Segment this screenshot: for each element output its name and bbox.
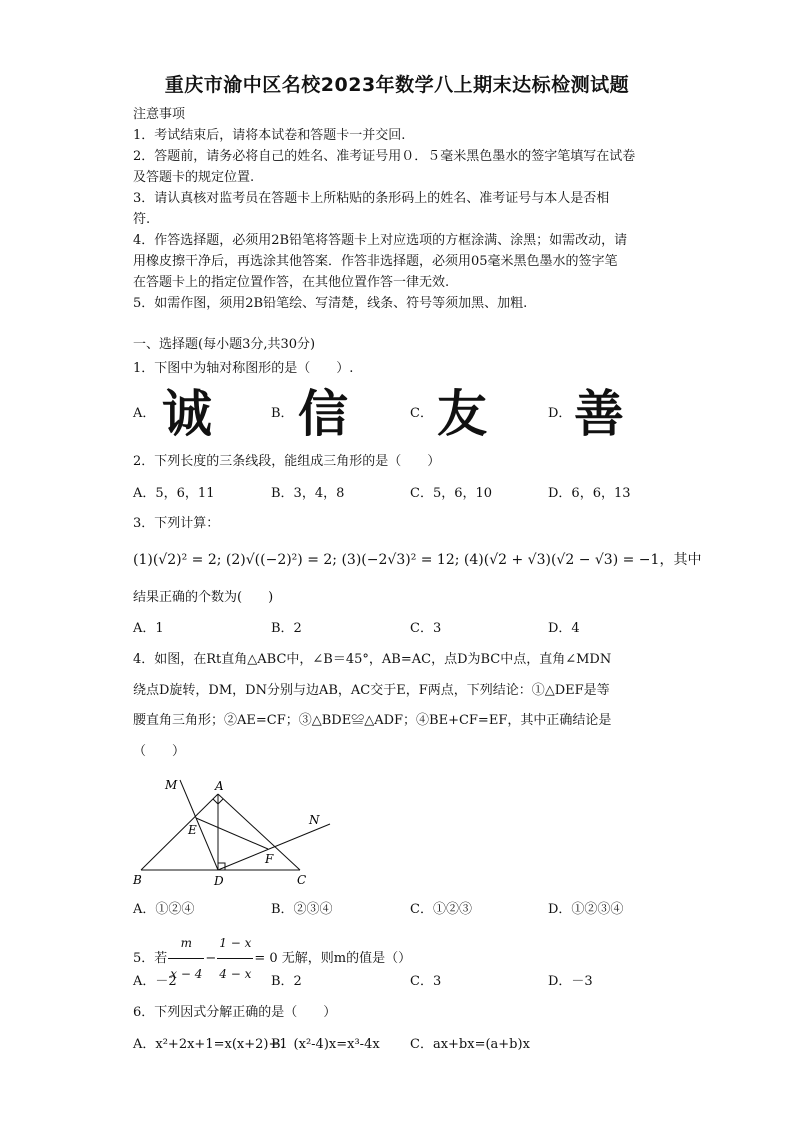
- q4-label-a: A: [215, 779, 224, 793]
- exam-title: 重庆市渝中区名校2023年数学八上期末达标检测试题: [164, 74, 630, 96]
- notes-heading: 注意事项: [133, 107, 186, 122]
- q6-option-c: C．ax+bx=(a+b)x: [410, 1037, 530, 1052]
- q4-triangle-figure: [125, 772, 340, 890]
- q1-char-a: 诚: [162, 385, 212, 443]
- q4-option-a: A．①②④: [133, 902, 195, 917]
- q3-option-d: D．4: [548, 621, 580, 636]
- q4-label-b: B: [133, 873, 142, 887]
- q3-formula-part-1: (1)(√2)² = 2;: [133, 552, 222, 568]
- q5-fraction-1-denominator: x − 4: [170, 967, 203, 981]
- q1-char-d: 善: [574, 385, 624, 443]
- q2-stem: 2．下列长度的三条线段，能组成三角形的是（ ）: [133, 454, 441, 469]
- q3-formula-part-4: (4)(√2 + √3)(√2 − √3) = −1: [463, 552, 660, 568]
- q2-option-b: B．3，4，8: [271, 486, 345, 501]
- q5-fraction-2-denominator: 4 − x: [219, 967, 252, 981]
- q4-side-ab: [141, 794, 218, 870]
- q4-label-e: E: [188, 823, 197, 837]
- note-line-7: 用橡皮擦干净后，再选涂其他答案．作答非选择题，必须用05毫米黑色墨水的签字笔: [133, 254, 618, 269]
- section-heading: 一、选择题(每小题3分,共30分): [133, 337, 316, 352]
- q1-char-b: 信: [298, 385, 348, 443]
- q3-formula-part-3: (3)(−2√3)² = 12;: [341, 552, 460, 568]
- q2-option-a: A．5，6，11: [133, 486, 215, 501]
- q5-prefix: 5．若: [133, 951, 168, 966]
- q4-option-c: C．①②③: [410, 902, 472, 917]
- q1-label-d: D．: [548, 406, 572, 421]
- q3-option-c: C．3: [410, 621, 442, 636]
- q4-line-1: 4．如图，在Rt直角△ABC中，∠B＝45°，AB=AC，点D为BC中点，直角∠MDN: [133, 652, 612, 667]
- q5-minus: −: [205, 951, 217, 966]
- note-line-8: 在答题卡上的指定位置作答，在其他位置作答一律无效.: [133, 275, 450, 290]
- q3-formula: [133, 552, 701, 568]
- note-line-3: 及答题卡的规定位置.: [133, 170, 255, 185]
- q1-label-c: C．: [410, 406, 433, 421]
- q4-label-f: F: [265, 852, 274, 866]
- q5-option-a: A．－2: [133, 974, 177, 989]
- q5-fraction-2: [217, 928, 253, 989]
- q3-stem-2: 结果正确的个数为( ): [133, 590, 274, 605]
- q6-option-b: B．(x²-4)x=x³-4x: [271, 1037, 380, 1052]
- q4-side-ac: [218, 794, 300, 870]
- q4-option-d: D．①②③④: [548, 902, 624, 917]
- note-line-5: 符.: [133, 212, 151, 227]
- q4-label-n: N: [309, 813, 320, 827]
- q3-stem: 3．下列计算：: [133, 516, 220, 531]
- q5-option-d: D．－3: [548, 974, 593, 989]
- q2-option-c: C．5，6，10: [410, 486, 493, 501]
- q4-line-4: （ ）: [133, 744, 186, 759]
- q4-label-d: D: [214, 874, 224, 888]
- q4-ray-dn: [218, 824, 330, 870]
- note-line-1: 1．考试结束后，请将本试卷和答题卡一并交回.: [133, 128, 406, 143]
- q1-label-b: B．: [271, 406, 294, 421]
- q3-formula-part-2: (2)√((−2)²) = 2;: [225, 552, 338, 568]
- note-line-6: 4．作答选择题，必须用2B铅笔将答题卡上对应选项的方框涂满、涂黑；如需改动，请: [133, 233, 628, 248]
- q4-label-m: M: [165, 778, 178, 792]
- q4-option-b: B．②③④: [271, 902, 333, 917]
- q3-formula-tail: ，其中: [659, 552, 702, 568]
- q4-line-2: 绕点D旋转，DM，DN分别与边AB，AC交于E，F两点，下列结论：①△DEF是等: [133, 683, 610, 698]
- q5-option-c: C．3: [410, 974, 442, 989]
- q1-char-c: 友: [437, 385, 487, 443]
- note-line-4: 3．请认真核对监考员在答题卡上所粘贴的条形码上的姓名、准考证号与本人是否相: [133, 191, 610, 206]
- note-line-9: 5．如需作图，须用2B铅笔绘、写清楚，线条、符号等须加黑、加粗.: [133, 296, 528, 311]
- q5-option-b: B．2: [271, 974, 302, 989]
- note-line-2: 2．答题前，请务必将自己的姓名、准考证号用０．５毫米黑色墨水的签字笔填写在试卷: [133, 149, 636, 164]
- q6-stem: 6．下列因式分解正确的是（ ）: [133, 1005, 337, 1020]
- q4-line-3: 腰直角三角形；②AE=CF；③△BDE≌△ADF；④BE+CF=EF，其中正确结论是: [133, 713, 612, 728]
- q1-label-a: A．: [133, 406, 156, 421]
- q5-fraction-2-numerator: 1 − x: [217, 928, 253, 959]
- q3-option-a: A．1: [133, 621, 164, 636]
- q1-stem: 1．下图中为轴对称图形的是（ ）.: [133, 361, 354, 376]
- q6-option-a: A．x²+2x+1=x(x+2)+1: [133, 1037, 288, 1052]
- q2-option-d: D．6，6，13: [548, 486, 631, 501]
- q3-option-b: B．2: [271, 621, 302, 636]
- q4-label-c: C: [297, 873, 307, 887]
- q5-suffix: = 0 无解，则m的值是（）: [254, 951, 412, 966]
- q5-fraction-1-numerator: m: [168, 928, 204, 959]
